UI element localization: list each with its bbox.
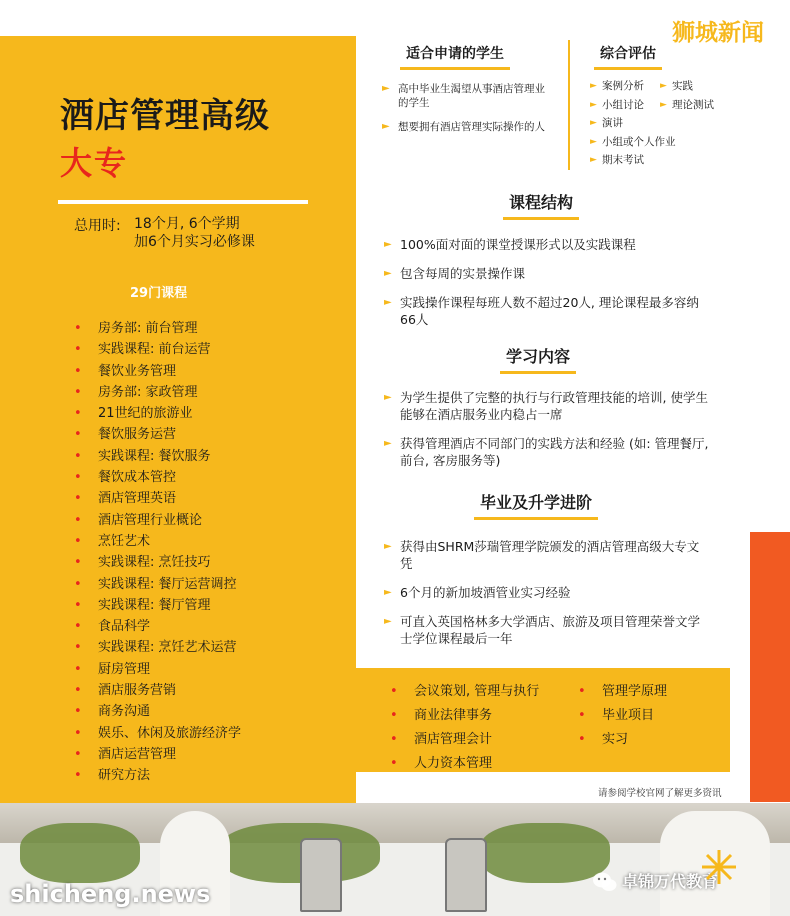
suitable-heading: 适合申请的学生	[400, 43, 510, 70]
extra-course-item: • 实习	[578, 732, 629, 747]
program-title: 酒店管理高级	[60, 96, 270, 136]
structure-item: ► 100%面对面的课堂授课形式以及实践课程	[384, 237, 636, 252]
course-item: • 房务部: 前台管理	[74, 321, 198, 336]
course-item: • 酒店管理行业概论	[74, 512, 203, 528]
graduation-list	[384, 538, 704, 647]
duration-line-2: 加6个月实习必修课	[134, 234, 255, 250]
assessment-item: ► 小组讨论	[590, 98, 644, 111]
assessment-item: ► 案例分析	[590, 80, 644, 92]
column-divider	[568, 40, 570, 170]
course-item: • 酒店运营管理	[74, 746, 177, 762]
course-item: • 娱乐、休闲及旅游经济学	[74, 725, 242, 741]
course-item: • 实践课程: 烹饪技巧	[74, 555, 211, 571]
lantern-icon	[300, 838, 342, 912]
course-item: • 研究方法	[74, 768, 151, 784]
course-item: • 房务部: 家政管理	[74, 384, 198, 400]
structure-heading: 课程结构	[503, 190, 579, 220]
title-divider	[58, 200, 308, 204]
course-item: • 厨房管理	[74, 661, 151, 677]
lantern-icon	[445, 838, 487, 912]
extra-courses-list-1	[390, 680, 539, 776]
extra-courses-list-2	[578, 680, 667, 752]
course-item: • 实践课程: 烹饪艺术运营	[74, 640, 237, 656]
course-item: • 实践课程: 前台运营	[74, 342, 211, 358]
assessment-item: ► 理论测试	[660, 98, 714, 111]
assessment-item: ► 小组或个人作业	[590, 135, 676, 148]
course-item: • 实践课程: 餐厅运营调控	[74, 576, 237, 592]
course-item: • 酒店服务营销	[74, 683, 177, 699]
courses-count: 29门课程	[130, 286, 188, 301]
course-item: • 餐饮服务运营	[74, 427, 177, 443]
suitable-list	[382, 82, 552, 134]
duration-value	[134, 215, 255, 251]
wechat-icon	[592, 871, 618, 893]
assessment-item: ► 实践	[660, 80, 693, 92]
watermark-top: 狮城新闻	[672, 20, 764, 46]
assessment-heading: 综合评估	[594, 43, 662, 70]
duration-line-1: 18个月, 6个学期	[134, 216, 240, 232]
graduation-heading: 毕业及升学进阶	[474, 490, 598, 520]
extra-course-item: • 人力资本管理	[390, 756, 493, 771]
suitable-item: ► 想要拥有酒店管理实际操作的人	[382, 121, 545, 133]
program-subtitle: 大专	[60, 144, 129, 182]
extra-course-item: • 会议策划, 管理与执行	[390, 684, 540, 699]
duration-label: 总用时:	[74, 218, 121, 234]
foliage-shape	[20, 823, 140, 883]
assessment-item: ► 演讲	[590, 117, 623, 129]
learning-item: ► 为学生提供了完整的执行与行政管理技能的培训, 使学生能够在酒店服务业内稳占一席	[384, 390, 708, 422]
suitable-item: ► 高中毕业生渴望从事酒店管理业的学生	[382, 83, 545, 109]
course-item: • 餐饮业务管理	[74, 363, 177, 379]
course-item: • 实践课程: 餐厅管理	[74, 597, 211, 613]
course-item: • 商务沟通	[74, 704, 151, 720]
foliage-shape	[480, 823, 610, 883]
graduation-item: ► 可直入英国格林多大学酒店、旅游及项目管理荣誉文学士学位课程最后一年	[384, 614, 701, 646]
footnote: 请参阅学校官网了解更多资讯	[598, 788, 722, 799]
assessment-item: ► 期末考试	[590, 154, 644, 166]
assessment-list-2	[660, 79, 714, 116]
extra-course-item: • 商业法律事务	[390, 708, 493, 723]
course-item: • 烹饪艺术	[74, 533, 151, 549]
extra-course-item: • 酒店管理会计	[390, 732, 493, 747]
course-item: • 21世纪的旅游业	[74, 406, 193, 422]
learning-heading: 学习内容	[500, 344, 576, 374]
extra-course-item: • 管理学原理	[578, 684, 668, 699]
logo-icon	[700, 848, 738, 886]
wechat-account-name: 卓锦万代教育	[622, 872, 719, 891]
course-list	[74, 317, 241, 786]
structure-item: ► 实践操作课程每班人数不超过20人, 理论课程最多容纳66人	[384, 295, 699, 327]
graduation-item: ► 获得由SHRM莎瑞管理学院颁发的酒店管理高级大专文凭	[384, 539, 700, 571]
structure-item: ► 包含每周的实景操作课	[384, 266, 526, 281]
orange-accent-bar	[750, 532, 790, 802]
course-item: • 食品科学	[74, 619, 151, 635]
course-item: • 实践课程: 餐饮服务	[74, 448, 211, 464]
extra-course-item: • 毕业项目	[578, 708, 655, 723]
graduation-item: ► 6个月的新加坡酒管业实习经验	[384, 585, 571, 600]
course-item: • 酒店管理英语	[74, 491, 177, 507]
course-item: • 餐饮成本管控	[74, 470, 177, 486]
learning-item: ► 获得管理酒店不同部门的实践方法和经验 (如: 管理餐厅, 前台, 客房服务等)	[384, 436, 709, 468]
watermark-bottom: shicheng.news	[10, 880, 211, 908]
learning-list	[384, 389, 719, 469]
structure-list	[384, 236, 714, 328]
